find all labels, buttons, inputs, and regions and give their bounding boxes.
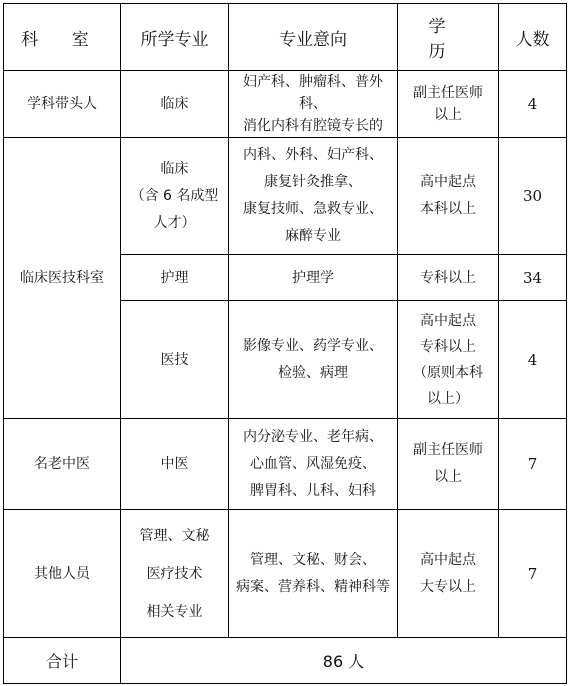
direction-cell <box>229 510 398 638</box>
major-line: 人才） <box>153 214 196 231</box>
direction-cell <box>229 301 398 419</box>
major-line: 管理、文秘 <box>139 527 210 544</box>
education-cell <box>398 510 499 638</box>
count-cell: 30 <box>499 138 567 255</box>
education-line: 高中起点 <box>420 312 476 329</box>
major-cell <box>121 138 229 255</box>
direction-cell: 护理学 <box>229 255 398 301</box>
count-cell: 7 <box>499 510 567 638</box>
header-education: 学 历 <box>398 4 499 71</box>
header-dept: 科 室 <box>4 4 121 71</box>
education-line: 大专以上 <box>420 578 476 595</box>
direction-line: 康复针灸推拿、 <box>264 174 362 190</box>
major-cell: 医技 <box>121 301 229 419</box>
education-cell <box>398 138 499 255</box>
direction-line: 检验、病理 <box>278 364 348 381</box>
major-line: （含 6 名成型 <box>130 187 219 204</box>
direction-cell <box>229 138 398 255</box>
major-line: 临床 <box>160 160 189 177</box>
header-count: 人数 <box>499 4 567 71</box>
direction-line: 心血管、风湿免疫、 <box>250 455 376 472</box>
table-row-tcm <box>4 419 567 510</box>
direction-line: 管理、文秘、财会、 <box>250 551 376 568</box>
education-cell: 专科以上 <box>398 255 499 301</box>
direction-line: 脾胃科、儿科、妇科 <box>250 482 376 499</box>
header-direction: 专业意向 <box>229 4 398 71</box>
education-cell <box>398 301 499 419</box>
table-header-row <box>4 4 567 71</box>
education-line: （原则本科 <box>413 364 483 381</box>
major-cell <box>121 510 229 638</box>
education-line: 本科以上 <box>420 201 476 217</box>
major-cell: 临床 <box>121 71 229 138</box>
direction-line: 内科、外科、妇产科、 <box>243 147 383 163</box>
count-cell: 4 <box>499 71 567 138</box>
direction-cell <box>229 419 398 510</box>
education-line: 以上） <box>427 390 469 407</box>
education-cell <box>398 71 499 138</box>
table-row-other <box>4 510 567 638</box>
dept-cell: 其他人员 <box>4 510 121 638</box>
major-line: 相关专业 <box>146 603 203 620</box>
education-line: 副主任医师 <box>413 442 483 458</box>
direction-line: 麻醉专业 <box>285 228 341 244</box>
direction-line: 病案、营养科、精神科等 <box>236 578 390 595</box>
count-cell: 4 <box>499 301 567 419</box>
education-line: 专科以上 <box>420 338 476 355</box>
major-cell: 中医 <box>121 419 229 510</box>
direction-line: 消化内科有腔镜专长的 <box>243 118 383 134</box>
direction-line: 妇产科、肿瘤科、普外科、 <box>243 74 383 112</box>
count-cell: 34 <box>499 255 567 301</box>
major-line: 医疗技术 <box>146 565 203 582</box>
education-line: 以上 <box>434 107 462 123</box>
count-cell: 7 <box>499 419 567 510</box>
direction-line: 康复技师、急救专业、 <box>243 201 383 217</box>
education-line: 以上 <box>434 469 462 485</box>
education-cell <box>398 419 499 510</box>
total-label: 合计 <box>4 638 121 684</box>
direction-line: 内分泌专业、老年病、 <box>243 428 383 445</box>
header-major: 所学专业 <box>121 4 229 71</box>
table-row-clinical <box>4 138 567 255</box>
table-row-total <box>4 638 567 684</box>
direction-cell <box>229 71 398 138</box>
education-line: 副主任医师 <box>413 85 483 101</box>
dept-cell: 名老中医 <box>4 419 121 510</box>
education-line: 高中起点 <box>420 551 476 568</box>
table-row-leader <box>4 71 567 138</box>
major-cell: 护理 <box>121 255 229 301</box>
dept-cell: 学科带头人 <box>4 71 121 138</box>
direction-line: 影像专业、药学专业、 <box>243 337 383 354</box>
recruitment-table <box>3 3 567 684</box>
dept-cell-clinical: 临床医技科室 <box>4 138 121 419</box>
education-line: 高中起点 <box>420 174 476 190</box>
total-value: 86 人 <box>121 638 567 684</box>
